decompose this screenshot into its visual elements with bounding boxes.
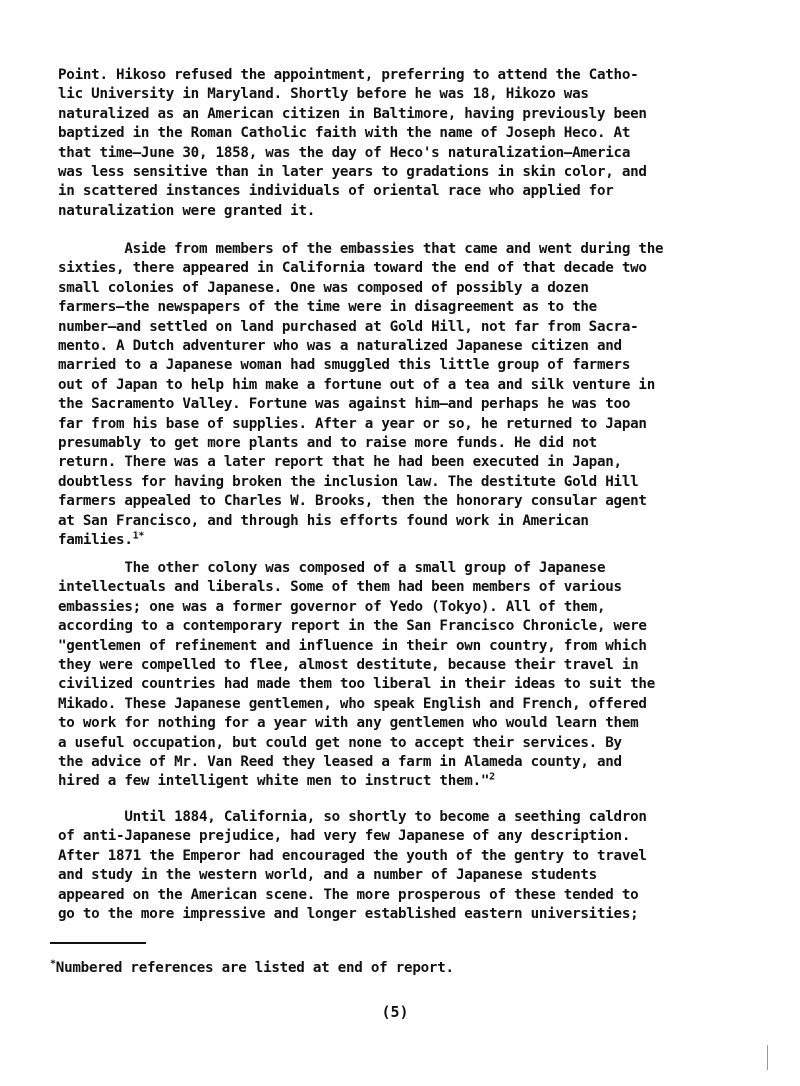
text-line: at San Francisco, and through his efforts found work in American	[58, 512, 589, 529]
footnote-marker: *	[50, 958, 56, 970]
text-line: embassies; one was a former governor of Yedo (Tokyo). All of them,	[58, 598, 606, 615]
footnote-divider	[50, 942, 146, 944]
text-line	[58, 531, 748, 550]
text-line: farmers appealed to Charles W. Brooks, then the honorary consular agent	[58, 493, 647, 510]
text-line: naturalization were granted it.	[58, 202, 316, 219]
text-line: return. There was a later report that he had been executed in Japan,	[58, 454, 622, 471]
footnote	[50, 960, 454, 976]
text-line: farmers—the newspapers of the time were in disagreement as to the	[58, 299, 597, 316]
paragraph-3	[58, 559, 748, 792]
reference-mark: 2	[489, 771, 495, 783]
text-line: Aside from members of the embassies that came and went during the	[58, 241, 664, 257]
text-line: mento. A Dutch adventurer who was a naturalized Japanese citizen and	[58, 338, 622, 355]
text-line: to work for nothing for a year with any gentlemen who would learn them	[58, 715, 639, 732]
text-line: intellectuals and liberals. Some of them had been members of various	[58, 579, 622, 596]
text-line: far from his base of supplies. After a year or so, he returned to Japan	[58, 415, 647, 432]
text-line: that time—June 30, 1858, was the day of Heco's naturalization—America	[58, 144, 631, 161]
text-line: civilized countries had made them too liberal in their ideas to suit the	[58, 676, 655, 693]
text-line: doubtless for having broken the inclusion law. The destitute Gold Hill	[58, 473, 639, 490]
text-line-content: families.	[58, 532, 133, 549]
text-line: Point. Hikoso refused the appointment, preferring to attend the Catho-	[58, 67, 639, 83]
text-line	[58, 772, 748, 791]
page-number: (5)	[381, 1003, 409, 1021]
text-line: sixties, there appeared in California toward the end of that decade two	[58, 260, 647, 277]
scan-margin-mark	[767, 1045, 768, 1070]
text-line: out of Japan to help him make a fortune out of a tea and silk venture in	[58, 376, 655, 393]
text-line: in scattered instances individuals of oriental race who applied for	[58, 183, 614, 200]
reference-mark: 1*	[132, 530, 145, 542]
text-line: After 1871 the Emperor had encouraged the youth of the gentry to travel	[58, 847, 647, 864]
text-line: was less sensitive than in later years to gradations in skin color, and	[58, 164, 647, 181]
text-line: presumably to get more plants and to raise more funds. He did not	[58, 435, 597, 452]
text-line: The other colony was composed of a small group of Japanese	[58, 560, 606, 576]
text-line: according to a contemporary report in the San Francisco Chronicle, were	[58, 618, 647, 635]
text-line: married to a Japanese woman had smuggled this little group of farmers	[58, 357, 631, 374]
paragraph-1	[58, 66, 748, 221]
footnote-text: Numbered references are listed at end of report.	[55, 960, 454, 976]
text-line: appeared on the American scene. The more prosperous of these tended to	[58, 886, 639, 903]
text-line: the advice of Mr. Van Reed they leased a farm in Alameda county, and	[58, 754, 622, 771]
text-line: number—and settled on land purchased at Gold Hill, not far from Sacra-	[58, 318, 639, 335]
text-line: the Sacramento Valley. Fortune was against him—and perhaps he was too	[58, 396, 631, 413]
text-line: go to the more impressive and longer established eastern universities;	[58, 906, 639, 923]
text-line: naturalized as an American citizen in Baltimore, having previously been	[58, 105, 647, 122]
text-line: small colonies of Japanese. One was composed of possibly a dozen	[58, 279, 589, 296]
text-line: and study in the western world, and a number of Japanese students	[58, 867, 597, 884]
text-line: baptized in the Roman Catholic faith with the name of Joseph Heco. At	[58, 125, 631, 142]
paragraph-2	[58, 240, 748, 551]
text-line-content: hired a few intelligent white men to instruct them."	[58, 773, 490, 790]
text-line: lic University in Maryland. Shortly before he was 18, Hikozo was	[58, 86, 589, 103]
text-line: Mikado. These Japanese gentlemen, who speak English and French, offered	[58, 695, 647, 712]
text-line: "gentlemen of refinement and influence in their own country, from which	[58, 637, 647, 654]
text-line: they were compelled to flee, almost destitute, because their travel in	[58, 657, 639, 674]
paragraph-4	[58, 808, 748, 924]
text-line: Until 1884, California, so shortly to become a seething caldron	[58, 809, 647, 825]
text-line: of anti-Japanese prejudice, had very few Japanese of any description.	[58, 828, 631, 845]
text-line: a useful occupation, but could get none to accept their services. By	[58, 734, 622, 751]
